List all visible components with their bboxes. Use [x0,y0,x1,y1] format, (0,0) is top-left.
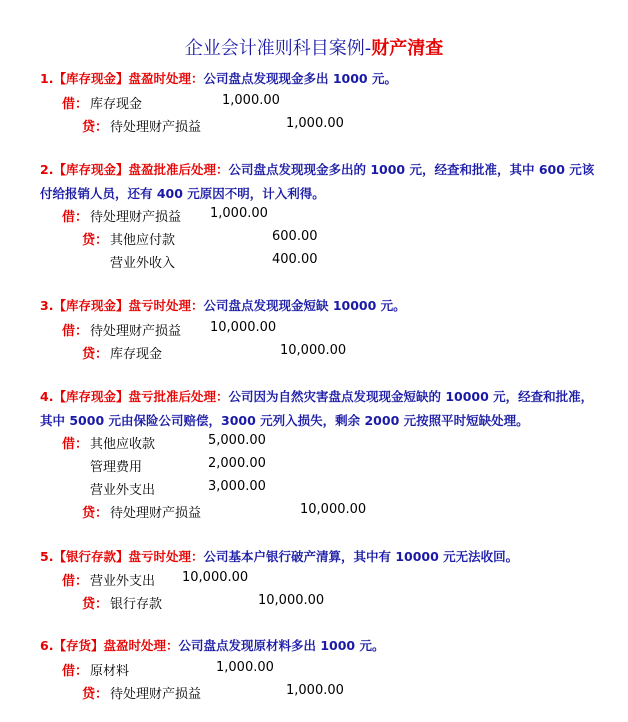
amount: 10,000.00 [182,570,249,585]
debit-label: 借： [62,437,89,452]
account: 待处理财产损益 [90,324,182,339]
account: 库存现金 [90,97,143,112]
case-2-question: 2.【库存现金】盘盈批准后处理：公司盘点发现现金多出的 1000 元，经查和批准，其中 600 元该付给报销人员，还有 400 元原因不明，计入利得。 [40,162,595,201]
account: 待处理财产损益 [110,120,202,135]
amount: 1,000.00 [210,206,268,221]
amount: 10,000.00 [300,502,367,517]
amount: 10,000.00 [280,343,347,358]
credit-label: 贷： [82,347,109,362]
amount: 2,000.00 [208,456,266,471]
account: 待处理财产损益 [90,210,182,225]
amount: 5,000.00 [208,433,266,448]
credit-label: 贷： [82,120,109,135]
case-1-question: 1.【库存现金】盘盈时处理：公司盘点发现现金多出 1000 元。 [40,71,397,86]
debit-label: 借： [62,97,89,112]
account: 营业外支出 [90,574,156,589]
amount: 10,000.00 [210,320,277,335]
title-highlight: 财产清查 [371,38,444,59]
account: 待处理财产损益 [110,506,202,521]
account: 银行存款 [110,597,163,612]
amount: 1,000.00 [286,116,344,131]
case-5-question: 5.【银行存款】盘亏时处理：公司基本户银行破产清算，其中有 10000 元无法收回。 [40,549,519,564]
amount: 600.00 [272,229,318,244]
title-prefix: 企业会计准则科目案例- [184,38,372,59]
credit-label: 贷： [82,687,109,702]
account: 其他应付款 [110,233,176,248]
amount: 10,000.00 [258,593,325,608]
account: 待处理财产损益 [110,687,202,702]
account: 管理费用 [90,460,143,475]
account: 营业外支出 [90,483,156,498]
debit-label: 借： [62,210,89,225]
credit-label: 贷： [82,233,109,248]
account: 原材料 [90,664,130,679]
debit-label: 借： [62,664,89,679]
case-6-question: 6.【存货】盘盈时处理：公司盘点发现原材料多出 1000 元。 [40,638,385,653]
account: 其他应收款 [90,437,156,452]
debit-label: 借： [62,574,89,589]
credit-label: 贷： [82,597,109,612]
account: 库存现金 [110,347,163,362]
page-title [0,34,628,60]
debit-label: 借： [62,324,89,339]
amount: 1,000.00 [286,683,344,698]
amount: 1,000.00 [216,660,274,675]
credit-label: 贷： [82,506,109,521]
amount: 400.00 [272,252,318,267]
amount: 3,000.00 [208,479,266,494]
amount: 1,000.00 [222,93,280,108]
account: 营业外收入 [110,256,176,271]
case-3-question: 3.【库存现金】盘亏时处理：公司盘点发现现金短缺 10000 元。 [40,298,406,313]
case-4-question: 4.【库存现金】盘亏批准后处理：公司因为自然灾害盘点发现现金短缺的 10000 元，经查和批准，其中 5000 元由保险公司赔偿，3000 元列入损失，剩余 2000 元按照平时短缺处理。 [40,389,594,428]
